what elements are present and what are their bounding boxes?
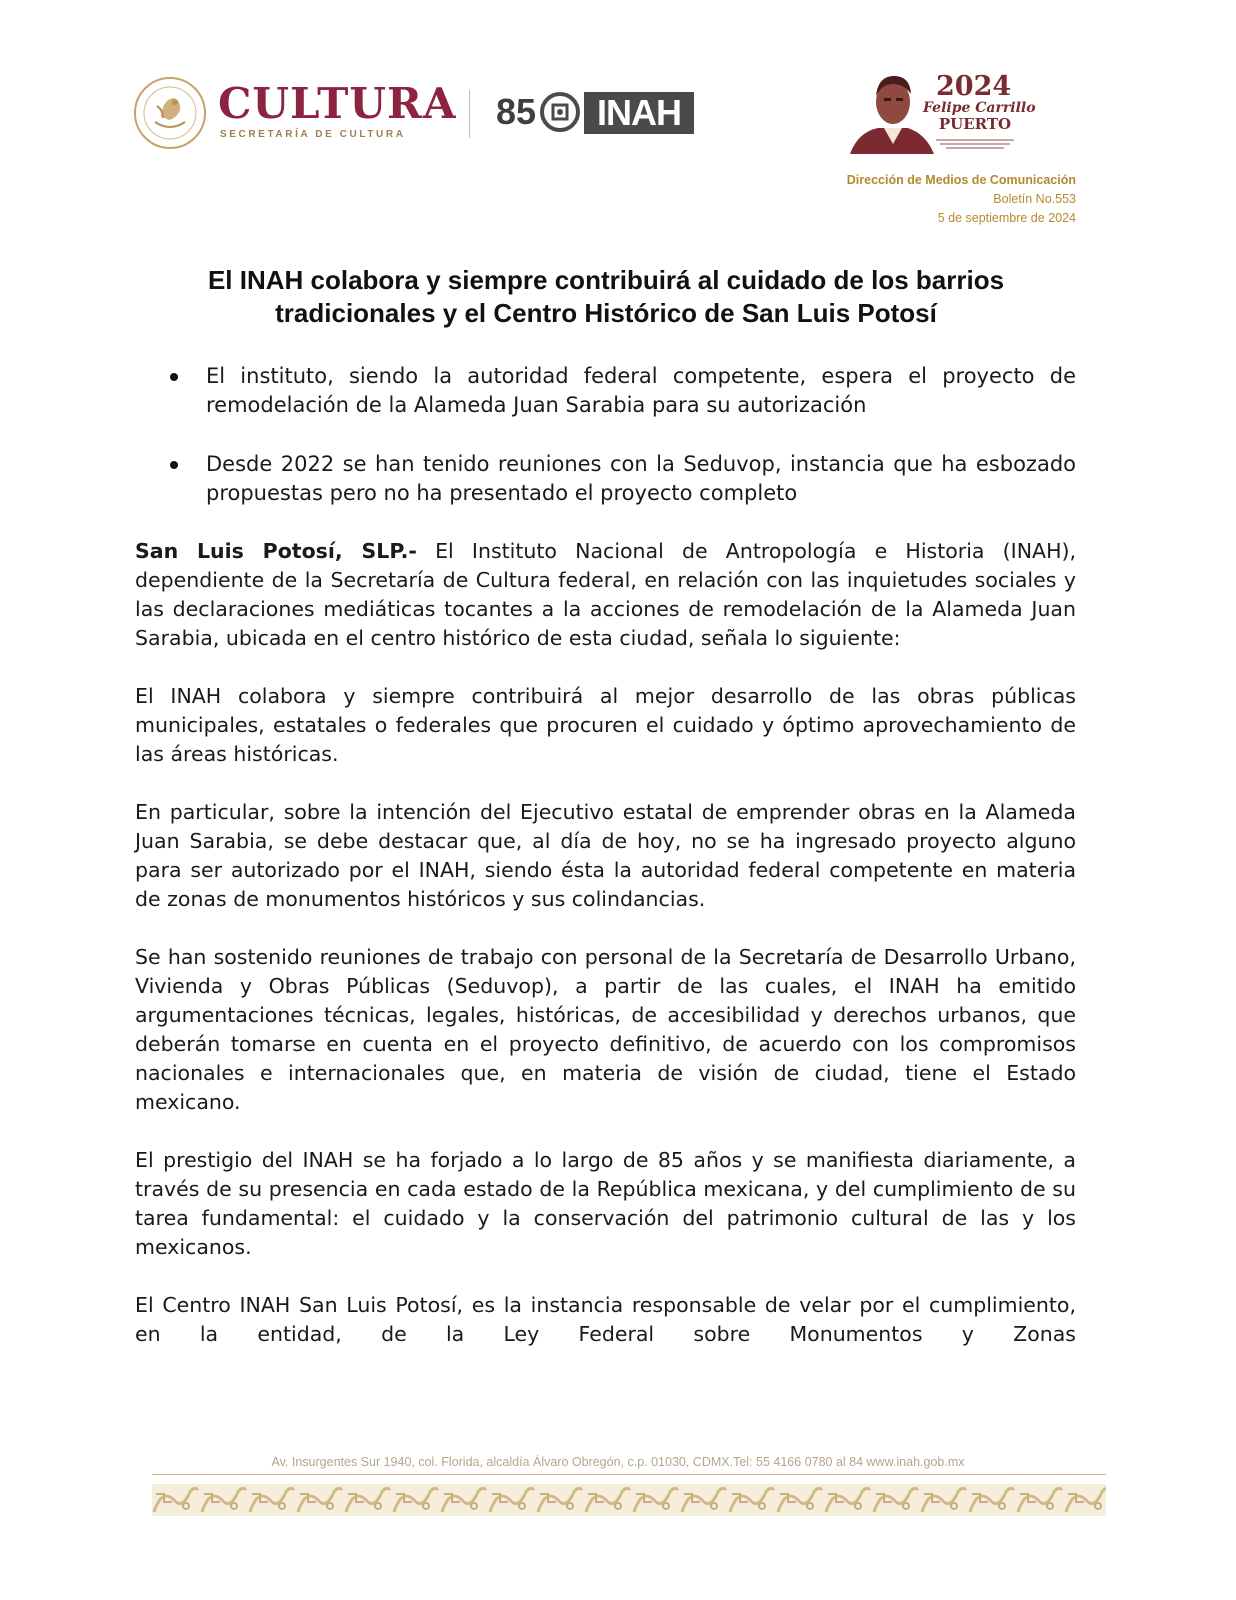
bullet-dot-icon (170, 461, 178, 469)
footer-address: Av. Insurgentes Sur 1940, col. Florida, alcaldía Álvaro Obregón, c.p. 01030, CDMX.Tel: 55 4166 0780 al 84 www.inah.gob.mx (271, 1455, 965, 1469)
bullet-dot-icon (170, 373, 178, 381)
body-paragraph: Se han sostenido reuniones de trabajo con personal de la Secretaría de Desarrollo Urbano, Vivienda y Obras Públicas (Seduvop), a partir de las cuales, el INAH ha emitido argumentaciones técnicas, legales, históricas, de accesibilidad y derechos urbanos, que deberán tomarse en cuenta en el proyecto definitivo, de acuerdo con los compromisos nacionales e internacionales que, en materia de visión de ciudad, tiene el Estado mexicano. (135, 945, 1076, 1114)
department-name: Dirección de Medios de Comunicación (846, 173, 1076, 187)
cultura-wordmark: CULTURA (218, 79, 457, 128)
anniversary-name: Felipe Carrillo (923, 100, 1036, 116)
bulletin-date: 5 de septiembre de 2024 (937, 211, 1076, 225)
body-paragraph: El INAH colabora y siempre contribuirá al mejor desarrollo de las obras públicas municipales, estatales o federales que procuren el cuidado y óptimo aprovechamiento de las áreas históricas. (135, 684, 1076, 766)
inah-85-years: 85 (496, 91, 537, 132)
mexican-coat-of-arms-seal (133, 76, 207, 150)
headline: El INAH colabora y siempre contribuirá al cuidado de los barrios tradicionales y el Centro Histórico de San Luis Potosí (207, 265, 1005, 328)
anniversary-year: 2024 (936, 71, 1012, 102)
article-body (135, 537, 1076, 1378)
summary-bullet-text: El instituto, siendo la autoridad federal competente, espera el proyecto de remodelación de la Alameda Juan Sarabia para su autorización (206, 364, 1076, 417)
summary-bullet (170, 450, 1076, 508)
summary-bullet (170, 362, 1076, 420)
inah-glyph-icon (540, 92, 580, 132)
anniversary-surname: PUERTO (938, 115, 1012, 133)
dateline: San Luis Potosí, SLP.- (135, 539, 417, 563)
cultura-subtitle: SECRETARÍA DE CULTURA (220, 129, 406, 140)
decorative-pattern-band (152, 1484, 1106, 1516)
body-paragraph: El Centro INAH San Luis Potosí, es la instancia responsable de velar por el cumplimiento, en la entidad, de la Ley Federal sobre Monumentos y Zonas (135, 1293, 1076, 1346)
summary-bullets (170, 362, 1076, 538)
footer-divider (152, 1474, 1106, 1475)
body-paragraph (135, 537, 1076, 653)
anniversary-small-print (932, 136, 1018, 150)
bulletin-number: Boletín No.553 (993, 192, 1076, 206)
body-paragraph: En particular, sobre la intención del Ejecutivo estatal de emprender obras en la Alameda Juan Sarabia, se debe destacar que, al día de hoy, no se ha ingresado proyecto alguno para ser autorizado por el INAH, siendo ésta la autoridad federal competente en materia de zonas de monumentos históricos y sus colindancias. (135, 800, 1076, 911)
body-paragraph-text: El Instituto Nacional de Antropología e Historia (INAH), dependiente de la Secretaría de Cultura federal, en relación con las inquietudes sociales y las declaraciones mediáticas tocantes a la acciones de remodelación de la Alameda Juan Sarabia, ubicada en el centro histórico de esta ciudad, señala lo siguiente: (135, 539, 1076, 650)
summary-bullet-text: Desde 2022 se han tenido reuniones con la Seduvop, instancia que ha esbozado propuestas pero no ha presentado el proyecto completo (206, 452, 1076, 505)
logo-divider (469, 90, 470, 138)
body-paragraph: El prestigio del INAH se ha forjado a lo largo de 85 años y se manifiesta diariamente, a través de su presencia en cada estado de la República mexicana, y del cumplimiento de su tarea fundamental: el cuidado y la conservación del patrimonio cultural de las y los mexicanos. (135, 1148, 1076, 1259)
inah-wordmark: INAH (584, 92, 694, 134)
